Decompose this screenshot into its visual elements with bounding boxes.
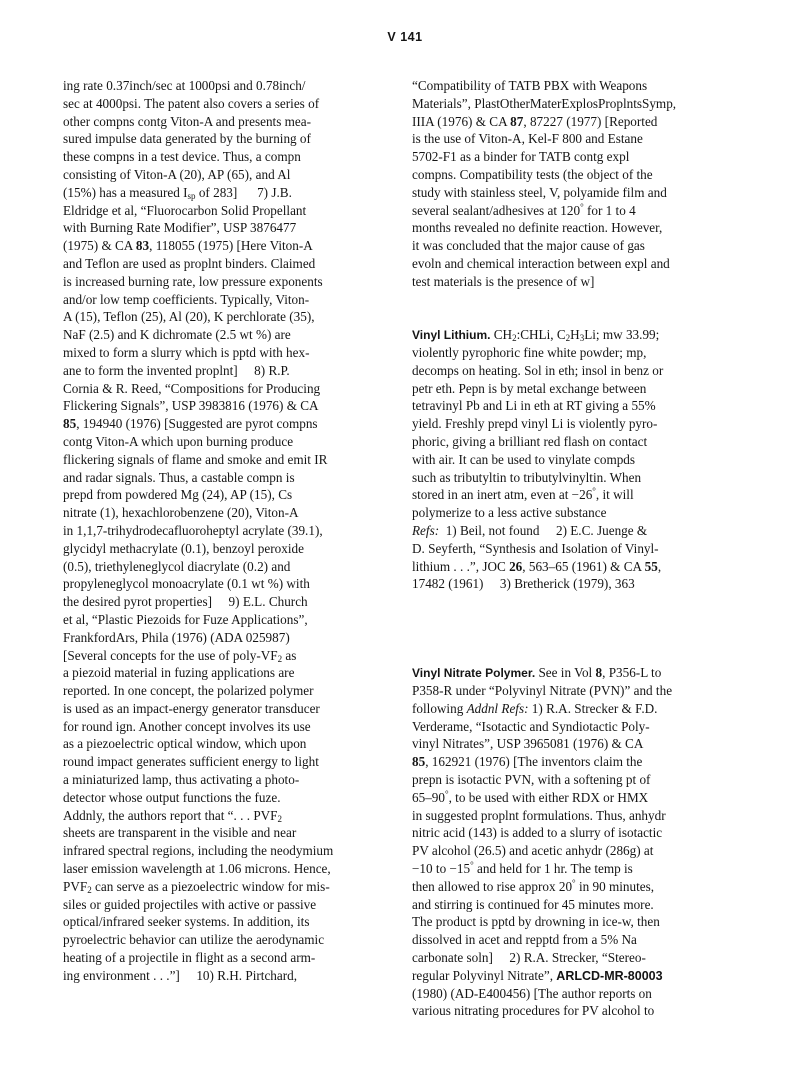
text-run: PVF (63, 878, 88, 894)
text-line (412, 878, 708, 896)
text-line: reported. In one concept, the polarized polymer (63, 683, 314, 699)
reference-number: 10) R.H. Pirtchard, (196, 967, 298, 983)
text-run: See in Vol (538, 665, 596, 681)
text-line (412, 113, 708, 131)
text-run: [Several concepts for the use of poly-VF (63, 647, 278, 663)
text-line: yield. Freshly prepd vinyl Li is violently pyro- (412, 416, 658, 432)
text-line: “Compatibility of TATB PBX with Weapons (412, 78, 648, 93)
text-line: phoric, giving a brilliant red flash on contact (412, 433, 648, 449)
text-line (63, 878, 359, 896)
text-line: these compns in a test device. Thus, a compn (63, 149, 301, 165)
text-run: in 90 minutes, (575, 878, 655, 894)
text-run: CH (493, 327, 513, 343)
text-line: in 1,1,7-trihydrodecafluoroheptyl acrylate (39.1), (63, 522, 323, 538)
text-line: laser emission wavelength at 1.06 microns. Hence, (63, 861, 331, 877)
left-column (63, 77, 359, 985)
reference-number: 7) J.B. (257, 184, 292, 200)
text-line: polymerize to a less active substance (412, 505, 607, 521)
text-run: , P356-L to (602, 665, 662, 681)
volume-number: 83 (135, 238, 150, 254)
text-line: a miniaturized lamp, thus activating a photo- (63, 772, 300, 788)
text-line: study with stainless steel, V, polyamide film and (412, 184, 667, 200)
text-run: stored in an inert atm, even at −26 (412, 487, 593, 503)
text-line: various nitrating procedures for PV alcohol to (412, 1003, 655, 1019)
text-line: dissolved in acet and repptd from a 5% Na (412, 932, 637, 948)
refs-label: Addnl Refs: (466, 700, 529, 716)
refs-label: Refs: (412, 522, 440, 538)
text-line: FrankfordArs, Phila (1976) (ADA 025987) (63, 629, 290, 645)
subscript: 2 (277, 653, 283, 664)
text-run: regular Polyvinyl Nitrate”, (412, 967, 557, 983)
text-run: following (412, 700, 467, 716)
text-line: 5702-F1 as a binder for TATB contg expl (412, 149, 630, 165)
text-line: A (15), Teflon (25), Al (20), K perchlorate (35), (63, 309, 315, 325)
text-line: compns. Compatibility tests (the object of the (412, 166, 653, 182)
text-line: test materials is the presence of w] (412, 273, 595, 289)
text-line (63, 237, 359, 255)
text-line: Eldridge et al, “Fluorocarbon Solid Propellant (63, 202, 307, 218)
text-line (63, 184, 359, 202)
text-line: a piezoid material in fuzing applications are (63, 665, 295, 681)
text-run: lithium . . .”, JOC (412, 558, 510, 574)
text-line: with air. It can be used to vinylate compds (412, 451, 636, 467)
reference-number: 1) Beil, not found (445, 522, 540, 538)
text-line (412, 949, 708, 967)
text-line: optical/infrared seeker systems. In addition, its (63, 914, 310, 930)
text-run: of 283] (195, 184, 238, 200)
text-run: (15%) has a measured I (63, 184, 188, 200)
text-run: (1975) & CA (63, 238, 136, 254)
text-line: for round ign. Another concept involves its use (63, 718, 311, 734)
text-run: , (657, 558, 662, 574)
text-line: it was concluded that the major cause of gas (412, 238, 645, 254)
text-line: heating of a projectile in flight as a second arm- (63, 950, 316, 966)
reference-number: 9) E.L. Church (228, 594, 308, 610)
text-line: Cornia & R. Reed, “Compositions for Producing (63, 380, 321, 396)
entry-spacer (412, 291, 708, 327)
text-line: flickering signals of flame and smoke and emit IR (63, 451, 328, 467)
text-run: 1) R.A. Strecker & F.D. (528, 700, 658, 716)
text-line: et al, “Plastic Piezoids for Fuze Applications”, (63, 611, 308, 627)
subscript: 2 (512, 333, 517, 344)
text-line: Verderame, “Isotactic and Syndiotactic Poly- (412, 718, 650, 734)
text-run: 65–90 (412, 789, 445, 805)
text-line (412, 967, 708, 985)
degree-sign: ° (572, 877, 576, 888)
text-line: and radar signals. Thus, a castable compn is (63, 469, 295, 485)
text-line (63, 362, 359, 380)
text-line: vinyl Nitrates”, USP 3965081 (1976) & CA (412, 736, 644, 752)
text-run: for 1 to 4 (583, 202, 636, 218)
text-line: glycidyl methacrylate (0.1), benzoyl peroxide (63, 540, 304, 556)
text-line: (0.5), triethyleneglycol diacrylate (0.2) and (63, 558, 291, 574)
text-line (412, 522, 708, 540)
reference-number: 2) E.C. Juenge & (555, 522, 648, 538)
text-line: Flickering Signals”, USP 3983816 (1976) & CA (63, 398, 319, 414)
text-line (63, 647, 359, 665)
text-line: NaF (2.5) and K dichromate (2.5 wt %) are (63, 327, 291, 343)
text-run: then allowed to rise approx 20 (412, 878, 573, 894)
text-line: as a piezoelectric optical window, which upon (63, 736, 307, 752)
text-line: tetravinyl Pb and Li in eth at RT giving a 55% (412, 398, 656, 414)
volume-number: 85 (412, 754, 426, 770)
volume-number: 85 (63, 416, 77, 432)
text-line (63, 593, 359, 611)
subscript: 2 (87, 884, 92, 895)
text-run: IIIA (1976) & CA (412, 113, 511, 129)
text-run: :CHLi, C (516, 327, 566, 343)
text-line: pyroelectric behavior can utilize the aerodynamic (63, 932, 325, 948)
text-run: Li; mw 33.99; (584, 327, 660, 343)
text-line: with Burning Rate Modifier”, USP 3876477 (63, 220, 297, 236)
text-line: is increased burning rate, low pressure exponents (63, 273, 323, 289)
page-header: V 141 (387, 30, 423, 44)
text-run: ing environment . . .”] (63, 967, 180, 983)
text-run: , 563–65 (1961) & CA (522, 558, 645, 574)
text-run: carbonate soln] (412, 950, 493, 966)
volume-number: 55 (644, 558, 658, 574)
reference-number: 3) Bretherick (1979), 363 (499, 576, 635, 592)
text-line: sheets are transparent in the visible and near (63, 825, 297, 841)
text-line: mixed to form a slurry which is pptd with hex- (63, 344, 310, 360)
text-line (412, 575, 708, 593)
reference-number: 8) R.P. (254, 362, 290, 378)
text-line: (1980) (AD-E400456) [The author reports on (412, 985, 652, 1001)
text-line (63, 807, 359, 825)
text-line (412, 558, 708, 576)
text-line: prepn is isotactic PVN, with a softening pt of (412, 772, 651, 788)
text-line: consisting of Viton-A (20), AP (65), and Al (63, 166, 291, 182)
text-line: other compns contg Viton-A and presents mea- (63, 113, 312, 129)
text-line: Materials”, PlastOtherMaterExplosProplntsSymp, (412, 95, 677, 111)
text-run: ane to form the invented proplnt] (63, 362, 238, 378)
text-line (412, 860, 708, 878)
volume-number: 26 (509, 558, 523, 574)
degree-sign: ° (592, 486, 596, 497)
text-line (412, 202, 708, 220)
volume-number: 87 (510, 113, 524, 129)
text-line (412, 789, 708, 807)
text-line: is used as an impact-energy generator transducer (63, 700, 320, 716)
subscript: 3 (579, 333, 585, 344)
text-line: sec at 4000psi. The patent also covers a series of (63, 95, 320, 111)
text-line: The product is pptd by drowning in ice-w, then (412, 914, 660, 930)
text-run: can serve as a piezoelectric window for mis- (91, 878, 330, 894)
text-line (412, 753, 708, 771)
text-line: and stirring is continued for 45 minutes more. (412, 896, 654, 912)
volume-number: 8 (595, 665, 603, 681)
text-line: is the use of Viton-A, Kel-F 800 and Estane (412, 131, 643, 147)
text-run: as (282, 647, 297, 663)
entry-title: Vinyl Nitrate Polymer. (412, 666, 536, 681)
text-line: siles or guided projectiles with active or passive (63, 896, 317, 912)
text-run: −10 to −15 (412, 861, 471, 877)
text-line (63, 967, 359, 985)
text-line: D. Seyferth, “Synthesis and Isolation of Vinyl- (412, 540, 659, 556)
subscript: 2 (277, 813, 283, 824)
text-run: the desired pyrot properties] (63, 594, 213, 610)
text-line (412, 664, 708, 682)
text-line: and Teflon are used as proplnt binders. Claimed (63, 255, 316, 271)
degree-sign: ° (580, 201, 584, 212)
text-line (63, 415, 359, 433)
text-line (412, 486, 708, 504)
text-line: infrared spectral regions, including the neodymium (63, 843, 334, 859)
text-line: prepd from powdered Mg (24), AP (15), Cs (63, 487, 293, 503)
text-line (412, 326, 708, 344)
text-line: violently pyrophoric fine white powder; mp, (412, 344, 647, 360)
entry-spacer (412, 593, 708, 629)
degree-sign: ° (444, 788, 449, 799)
text-run: several sealant/adhesives at 120 (412, 202, 581, 218)
text-line: P358-R under “Polyvinyl Nitrate (PVN)” and the (412, 683, 673, 699)
text-line: sured impulse data generated by the burning of (63, 131, 311, 147)
entry-title: Vinyl Lithium. (412, 328, 491, 343)
text-line: evoln and chemical interaction between expl and (412, 255, 670, 271)
text-line: petr eth. Pepn is by metal exchange between (412, 380, 647, 396)
report-number: ARLCD-MR-80003 (556, 968, 663, 983)
entry-spacer (412, 629, 708, 665)
text-run: , it will (595, 487, 634, 503)
text-line: months revealed no definite reaction. However, (412, 220, 663, 236)
text-run: and held for 1 hr. The temp is (473, 861, 633, 877)
text-line: ing rate 0.37inch/sec at 1000psi and 0.78inch/ (63, 78, 306, 93)
text-line: and/or low temp coefficients. Typically, Viton- (63, 291, 310, 307)
text-run: Addnly, the authors report that “. . . PVF (63, 807, 278, 823)
text-line: detector whose output functions the fuze. (63, 789, 281, 805)
text-line: nitric acid (143) is added to a slurry of isotactic (412, 825, 663, 841)
text-line: contg Viton-A which upon burning produce (63, 433, 294, 449)
text-run: , 162921 (1976) [The inventors claim the (425, 754, 643, 770)
text-line: nitrate (1), hexachlorobenzene (20), Viton-A (63, 505, 299, 521)
text-run: , 118055 (1975) [Here Viton-A (149, 238, 313, 254)
reference-number: 2) R.A. Strecker, “Stereo- (509, 950, 646, 966)
text-line: PV alcohol (26.5) and acetic anhydr (286g) at (412, 843, 654, 859)
degree-sign: ° (470, 860, 474, 871)
text-line: round impact generates sufficient energy to light (63, 754, 319, 770)
text-line: propyleneglycol monoacrylate (0.1 wt %) with (63, 576, 310, 592)
text-run: H (570, 327, 580, 343)
text-run: , 87227 (1977) [Reported (523, 113, 658, 129)
text-run: 17482 (1961) (412, 576, 484, 592)
right-column (412, 77, 708, 1020)
text-run: , 194940 (1976) [Suggested are pyrot compns (76, 416, 318, 432)
text-run: , to be used with either RDX or HMX (448, 789, 649, 805)
text-line: such as tributyltin to tributylvinyltin. When (412, 469, 642, 485)
subscript: 2 (565, 333, 571, 344)
text-line: decomps on heating. Sol in eth; insol in benz or (412, 362, 664, 378)
subscript: sp (187, 190, 196, 201)
text-line: in suggested proplnt formulations. Thus, anhydr (412, 807, 666, 823)
text-line (412, 700, 708, 718)
